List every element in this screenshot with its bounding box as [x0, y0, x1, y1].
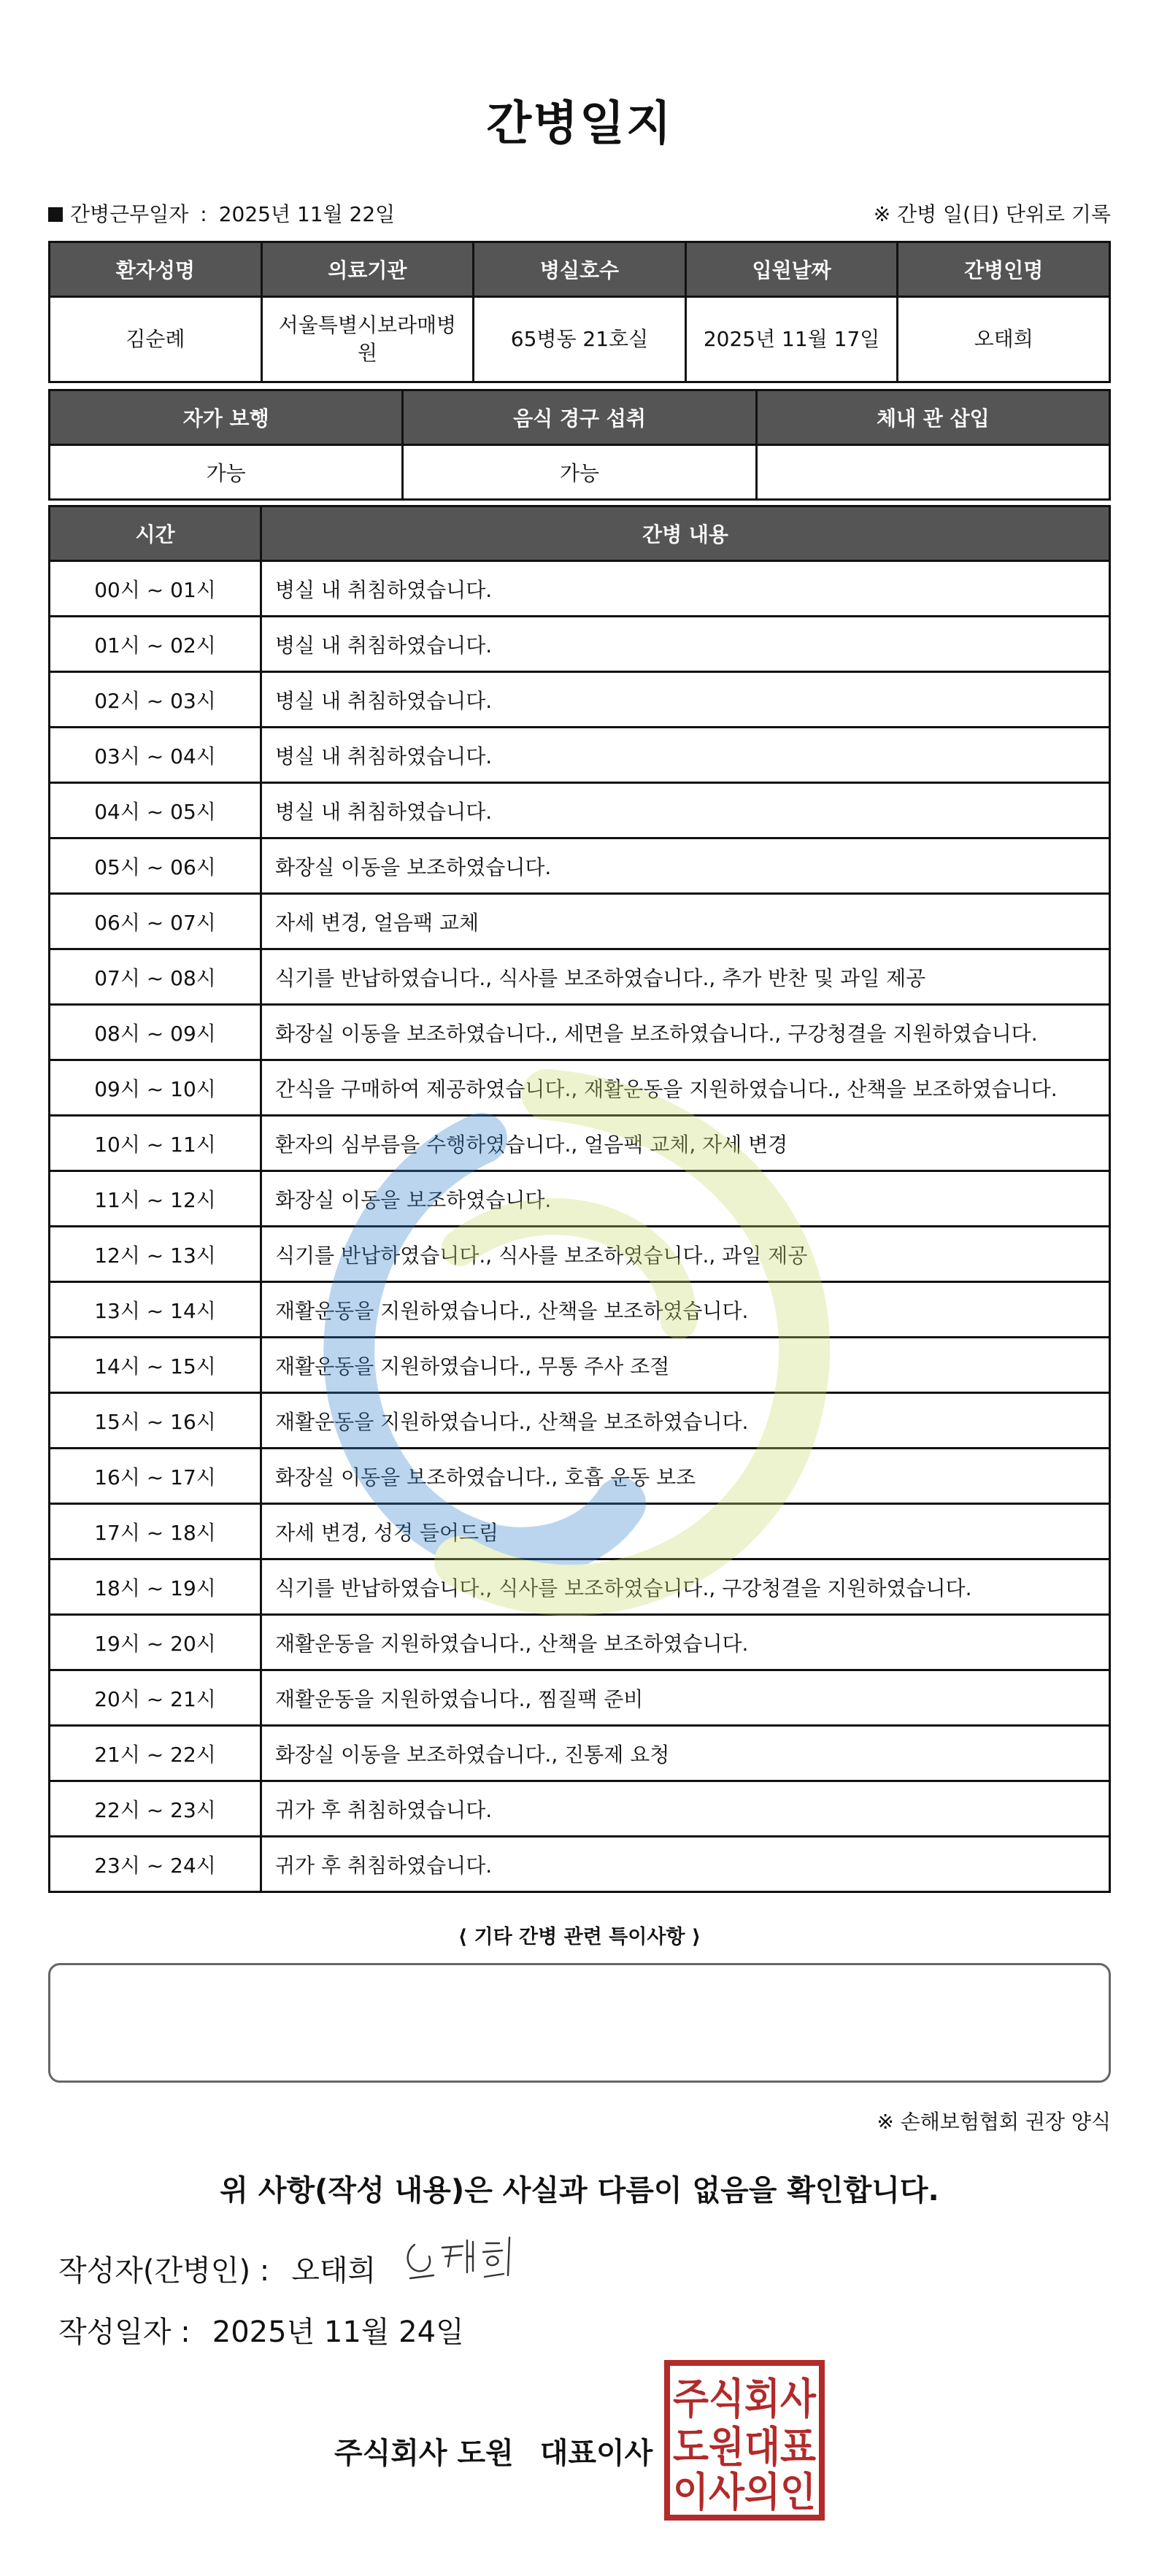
work-date-label: 간병근무일자 [70, 202, 189, 226]
time-cell: 14시 ~ 15시 [50, 1338, 261, 1393]
seal-line-1: 주식회사 [673, 2374, 817, 2423]
confirmation-statement: 위 사항(작성 내용)은 사실과 다름이 없음을 확인합니다. [220, 2174, 939, 2207]
company-title: 대표이사 [539, 2437, 653, 2470]
time-cell: 16시 ~ 17시 [50, 1449, 261, 1504]
care-content-cell: 재활운동을 지원하였습니다., 산책을 보조하였습니다. [261, 1282, 1110, 1338]
status-value-row [50, 445, 1110, 500]
patient-name-header: 환자성명 [50, 242, 262, 297]
etc-notes-title: ⟨ 기타 간병 관련 특이사항 ⟩ [458, 1926, 701, 1948]
table-row [50, 838, 1110, 894]
caregiver-name-value: 오태희 [898, 297, 1110, 382]
table-row [50, 1060, 1110, 1116]
care-content-cell: 병실 내 취침하였습니다. [261, 783, 1110, 838]
time-cell: 22시 ~ 23시 [50, 1781, 261, 1837]
care-content-cell: 병실 내 취침하였습니다. [261, 561, 1110, 617]
care-content-cell: 간식을 구매하여 제공하였습니다., 재활운동을 지원하였습니다., 산책을 보조하였습니다. [261, 1060, 1110, 1116]
time-header: 시간 [50, 506, 261, 561]
written-date-value: 2025년 11월 24일 [212, 2315, 464, 2349]
table-row [50, 561, 1110, 617]
time-cell: 06시 ~ 07시 [50, 894, 261, 949]
table-row [50, 783, 1110, 838]
status-header-row [50, 390, 1110, 445]
table-row [50, 1615, 1110, 1670]
time-cell: 19시 ~ 20시 [50, 1615, 261, 1670]
time-cell: 04시 ~ 05시 [50, 783, 261, 838]
care-content-cell: 재활운동을 지원하였습니다., 산책을 보조하였습니다. [261, 1615, 1110, 1670]
handwritten-signature [400, 2230, 517, 2296]
seal-line-3: 이사의인 [673, 2469, 816, 2516]
time-cell: 13시 ~ 14시 [50, 1282, 261, 1338]
time-cell: 07시 ~ 08시 [50, 949, 261, 1005]
time-cell: 21시 ~ 22시 [50, 1726, 261, 1781]
care-content-cell: 환자의 심부름을 수행하였습니다., 얼음팩 교체, 자세 변경 [261, 1116, 1110, 1171]
patient-status-table [48, 389, 1111, 501]
care-log-table [48, 505, 1111, 1893]
care-content-cell: 화장실 이동을 보조하였습니다. [261, 1171, 1110, 1227]
admission-date-header: 입원날짜 [685, 242, 898, 297]
table-row [50, 1338, 1110, 1393]
tube-insertion-header: 체내 관 삽입 [756, 390, 1109, 445]
patient-info-table [48, 241, 1111, 383]
table-row [50, 1227, 1110, 1282]
care-content-cell: 귀가 후 취침하였습니다. [261, 1781, 1110, 1837]
time-cell: 18시 ~ 19시 [50, 1559, 261, 1615]
oral-intake-header: 음식 경구 섭취 [403, 390, 756, 445]
company-seal-stamp [663, 2359, 826, 2522]
time-cell: 01시 ~ 02시 [50, 617, 261, 672]
time-cell: 08시 ~ 09시 [50, 1005, 261, 1060]
admission-date-value: 2025년 11월 17일 [685, 297, 898, 382]
time-cell: 11시 ~ 12시 [50, 1171, 261, 1227]
care-content-cell: 병실 내 취침하였습니다. [261, 728, 1110, 783]
care-content-cell: 재활운동을 지원하였습니다., 산책을 보조하였습니다. [261, 1393, 1110, 1449]
square-bullet-icon [48, 207, 63, 222]
hospital-value: 서울특별시보라매병원 [261, 297, 474, 382]
time-cell: 20시 ~ 21시 [50, 1670, 261, 1726]
written-date-line [58, 2309, 464, 2351]
table-row [50, 672, 1110, 728]
table-row [50, 1504, 1110, 1559]
patient-name-value: 김순례 [50, 297, 262, 382]
table-row [50, 617, 1110, 672]
care-content-cell: 화장실 이동을 보조하였습니다., 세면을 보조하였습니다., 구강청결을 지원하였습니다. [261, 1005, 1110, 1060]
seal-line-2: 도원대표 [673, 2422, 816, 2472]
time-cell: 03시 ~ 04시 [50, 728, 261, 783]
room-value: 65병동 21호실 [474, 297, 686, 382]
table-row [50, 1282, 1110, 1338]
time-cell: 10시 ~ 11시 [50, 1116, 261, 1171]
company-line [334, 2430, 652, 2472]
table-row [50, 949, 1110, 1005]
info-header-row [50, 242, 1110, 297]
table-row [50, 1171, 1110, 1227]
writer-line [58, 2248, 376, 2289]
room-header: 병실호수 [474, 242, 686, 297]
care-content-cell: 병실 내 취침하였습니다. [261, 672, 1110, 728]
care-content-cell: 재활운동을 지원하였습니다., 찜질팩 준비 [261, 1670, 1110, 1726]
care-content-cell: 식기를 반납하였습니다., 식사를 보조하였습니다., 구강청결을 지원하였습니다. [261, 1559, 1110, 1615]
care-content-cell: 화장실 이동을 보조하였습니다., 호흡 운동 보조 [261, 1449, 1110, 1504]
table-row [50, 1005, 1110, 1060]
time-cell: 15시 ~ 16시 [50, 1393, 261, 1449]
writer-label: 작성자(간병인) : [58, 2254, 270, 2288]
time-cell: 00시 ~ 01시 [50, 561, 261, 617]
table-row [50, 1559, 1110, 1615]
table-row [50, 1726, 1110, 1781]
table-row [50, 894, 1110, 949]
time-cell: 02시 ~ 03시 [50, 672, 261, 728]
hospital-header: 의료기관 [261, 242, 474, 297]
info-value-row [50, 297, 1110, 382]
work-date-value: 2025년 11월 22일 [218, 202, 396, 226]
self-walking-value: 가능 [50, 445, 403, 500]
care-content-cell: 화장실 이동을 보조하였습니다. [261, 838, 1110, 894]
recommend-note: ※ 손해보험협회 권장 양식 [877, 2110, 1111, 2134]
caregiver-name-header: 간병인명 [898, 242, 1110, 297]
care-content-cell: 식기를 반납하였습니다., 식사를 보조하였습니다., 추가 반찬 및 과일 제공 [261, 949, 1110, 1005]
care-content-cell: 재활운동을 지원하였습니다., 무통 주사 조절 [261, 1338, 1110, 1393]
table-row [50, 728, 1110, 783]
time-cell: 09시 ~ 10시 [50, 1060, 261, 1116]
document-title: 간병일지 [486, 97, 673, 151]
table-row [50, 1670, 1110, 1726]
table-row [50, 1393, 1110, 1449]
care-content-cell: 식기를 반납하였습니다., 식사를 보조하였습니다., 과일 제공 [261, 1227, 1110, 1282]
care-content-cell: 병실 내 취침하였습니다. [261, 617, 1110, 672]
company-name: 주식회사 도원 [334, 2437, 514, 2470]
table-row [50, 1837, 1110, 1892]
table-row [50, 1449, 1110, 1504]
tube-insertion-value [756, 445, 1109, 500]
writer-name: 오태희 [291, 2254, 377, 2288]
log-header-row [50, 506, 1110, 561]
time-cell: 23시 ~ 24시 [50, 1837, 261, 1892]
unit-note: ※ 간병 일(日) 단위로 기록 [873, 202, 1111, 226]
care-content-cell: 자세 변경, 성경 들어드림 [261, 1504, 1110, 1559]
care-content-cell: 귀가 후 취침하였습니다. [261, 1837, 1110, 1892]
table-row [50, 1781, 1110, 1837]
time-cell: 17시 ~ 18시 [50, 1504, 261, 1559]
content-header: 간병 내용 [261, 506, 1110, 561]
table-row [50, 1116, 1110, 1171]
work-date-separator: : [200, 202, 207, 226]
oral-intake-value: 가능 [403, 445, 756, 500]
self-walking-header: 자가 보행 [50, 390, 403, 445]
written-date-label: 작성일자 : [58, 2315, 190, 2349]
care-content-cell: 화장실 이동을 보조하였습니다., 진통제 요청 [261, 1726, 1110, 1781]
log-body [50, 561, 1110, 1892]
time-cell: 05시 ~ 06시 [50, 838, 261, 894]
time-cell: 12시 ~ 13시 [50, 1227, 261, 1282]
care-content-cell: 자세 변경, 얼음팩 교체 [261, 894, 1110, 949]
etc-notes-box [48, 1963, 1111, 2083]
work-date [48, 198, 395, 228]
